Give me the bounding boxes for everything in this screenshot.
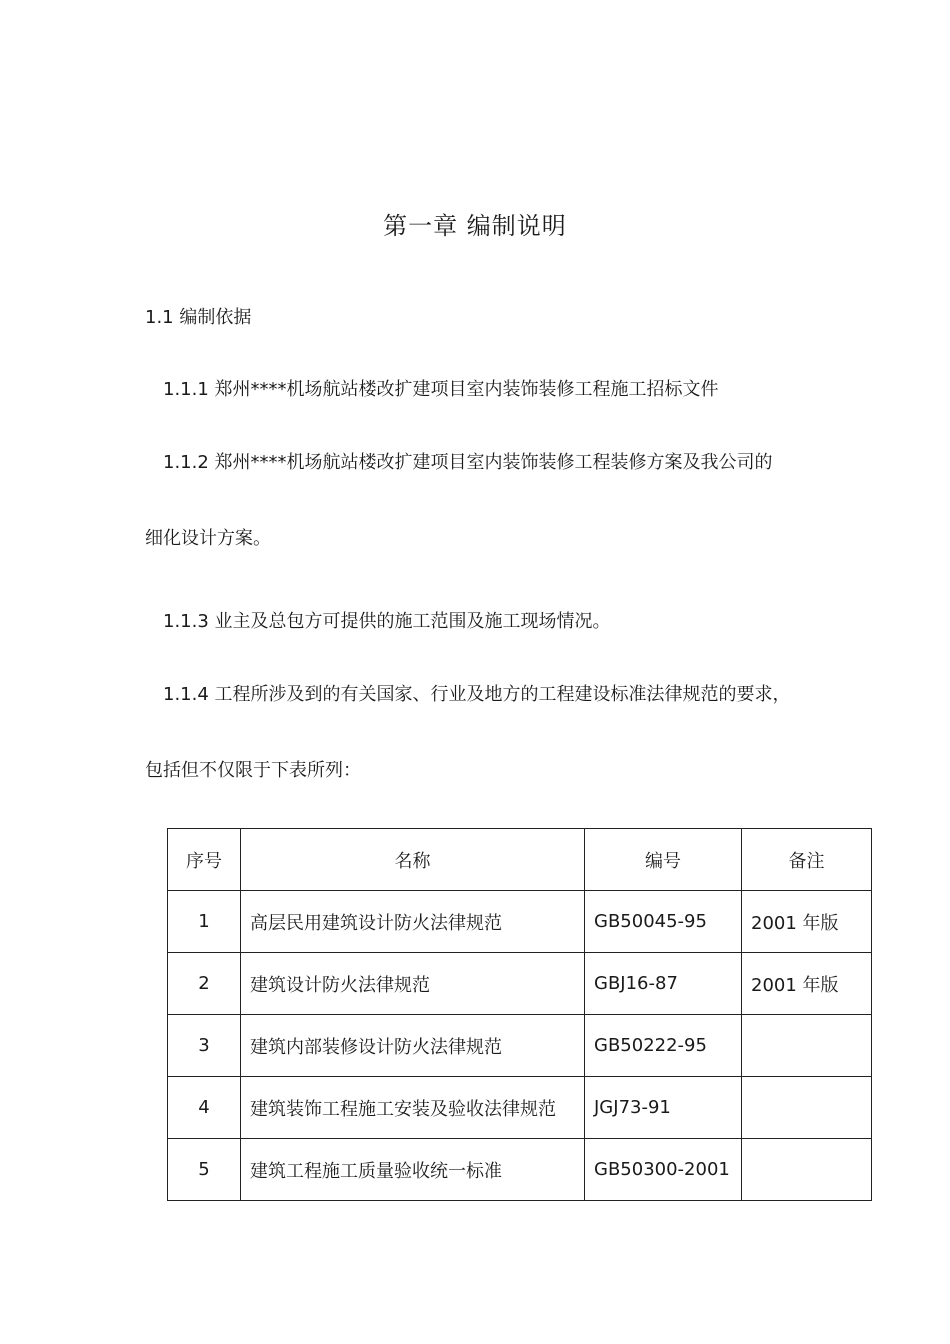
cell-index: 1 xyxy=(168,891,241,953)
header-index: 序号 xyxy=(168,829,241,891)
header-code: 编号 xyxy=(585,829,742,891)
cell-index: 3 xyxy=(168,1015,241,1077)
header-name: 名称 xyxy=(241,829,585,891)
table-row xyxy=(168,1139,872,1201)
chapter-title: 第一章 编制说明 xyxy=(383,212,567,240)
cell-remark xyxy=(742,1077,872,1139)
table-row xyxy=(168,953,872,1015)
paragraph-1-1-4: 1.1.4 工程所涉及到的有关国家、行业及地方的工程建设标准法律规范的要求， xyxy=(163,684,791,705)
cell-name: 高层民用建筑设计防火法律规范 xyxy=(241,891,585,953)
standards-table xyxy=(167,828,872,1201)
cell-name: 建筑工程施工质量验收统一标准 xyxy=(241,1139,585,1201)
table-row xyxy=(168,891,872,953)
cell-code: GB50222-95 xyxy=(585,1015,742,1077)
header-remark: 备注 xyxy=(742,829,872,891)
cell-index: 5 xyxy=(168,1139,241,1201)
cell-index: 2 xyxy=(168,953,241,1015)
cell-remark: 2001 年版 xyxy=(742,891,872,953)
paragraph-1-1-2: 1.1.2 郑州****机场航站楼改扩建项目室内装饰装修工程装修方案及我公司的 xyxy=(163,452,773,473)
paragraph-1-1-4-continued: 包括但不仅限于下表所列： xyxy=(145,760,361,781)
cell-name: 建筑设计防火法律规范 xyxy=(241,953,585,1015)
cell-code: GB50045-95 xyxy=(585,891,742,953)
paragraph-1-1-1: 1.1.1 郑州****机场航站楼改扩建项目室内装饰装修工程施工招标文件 xyxy=(163,379,719,400)
table-header-row xyxy=(168,829,872,891)
cell-index: 4 xyxy=(168,1077,241,1139)
cell-remark xyxy=(742,1139,872,1201)
table-row xyxy=(168,1015,872,1077)
table-row xyxy=(168,1077,872,1139)
cell-code: GBJ16-87 xyxy=(585,953,742,1015)
cell-name: 建筑装饰工程施工安装及验收法律规范 xyxy=(241,1077,585,1139)
cell-remark xyxy=(742,1015,872,1077)
paragraph-1-1-3: 1.1.3 业主及总包方可提供的施工范围及施工现场情况。 xyxy=(163,611,611,632)
cell-code: JGJ73-91 xyxy=(585,1077,742,1139)
section-heading: 1.1 编制依据 xyxy=(145,307,252,328)
cell-name: 建筑内部装修设计防火法律规范 xyxy=(241,1015,585,1077)
paragraph-1-1-2-continued: 细化设计方案。 xyxy=(145,528,271,549)
cell-code: GB50300-2001 xyxy=(585,1139,742,1201)
cell-remark: 2001 年版 xyxy=(742,953,872,1015)
